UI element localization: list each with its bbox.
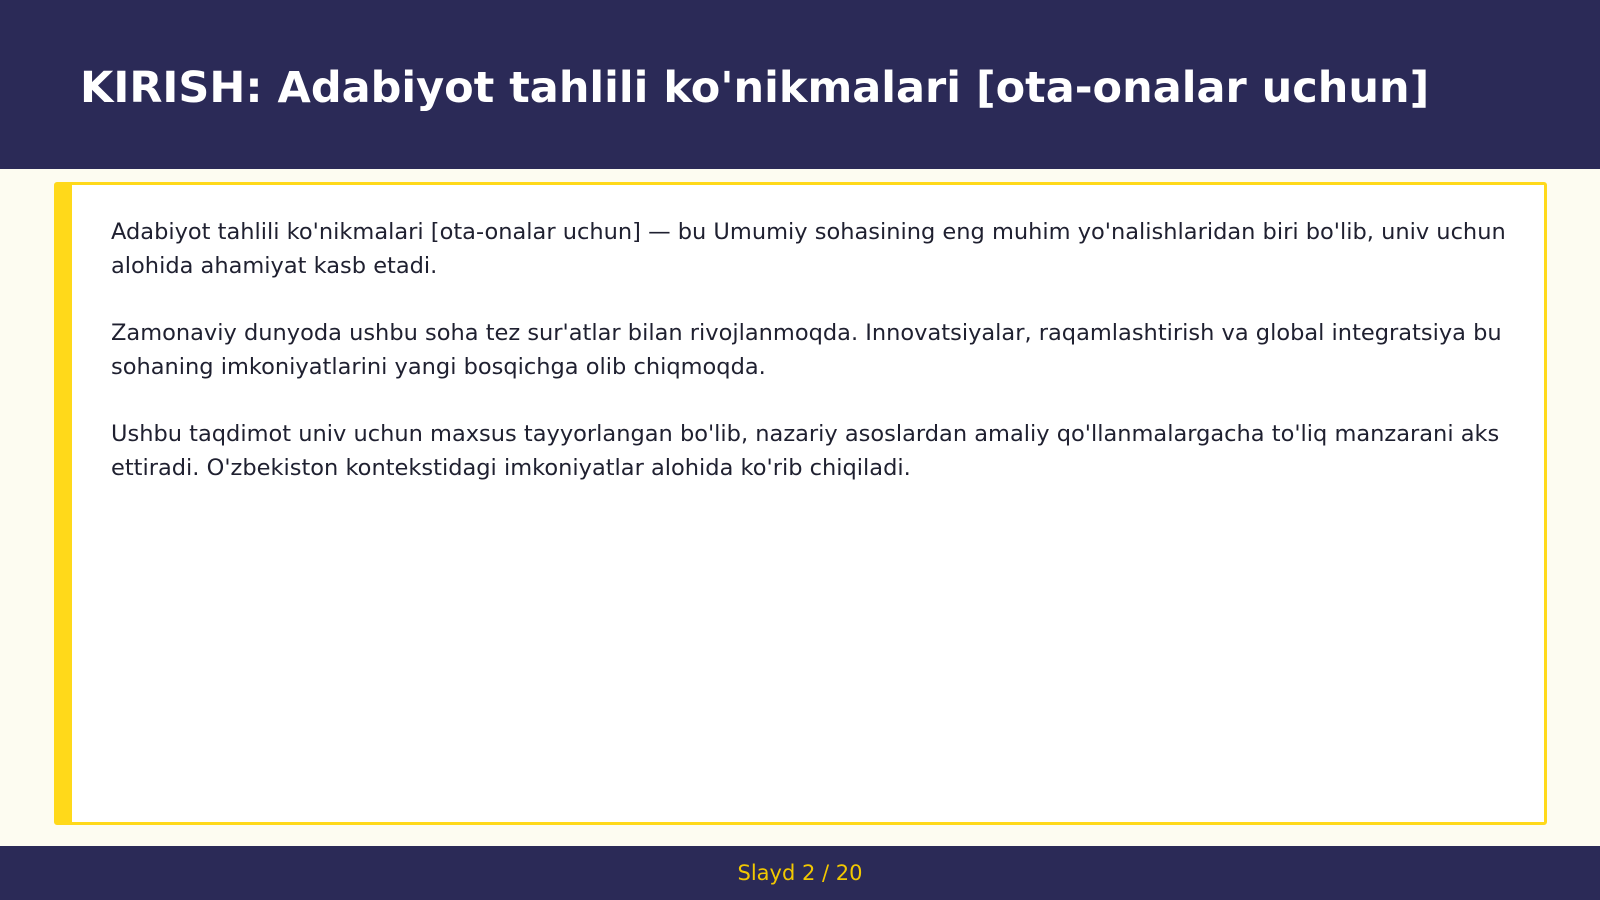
slide-footer <box>0 846 1600 900</box>
paragraph-intro: Adabiyot tahlili ko'nikmalari [ota-onalar uchun] — bu Umumiy sohasining eng muhim yo'nalishlaridan biri bo'lib, univ uchun alohida ahamiyat kasb etadi. <box>111 219 1506 279</box>
paragraph-presentation-scope: Ushbu taqdimot univ uchun maxsus tayyorlangan bo'lib, nazariy asoslardan amaliy qo'llanmalargacha to'liq manzarani aks ettiradi. O'zbekiston kontekstidagi imkoniyatlar alohida ko'rib chiqiladi. <box>111 421 1500 481</box>
card-body <box>111 215 1511 518</box>
slide-counter: Slayd 2 / 20 <box>737 861 863 885</box>
content-card <box>54 182 1547 825</box>
slide-header <box>0 0 1600 169</box>
slide-title: KIRISH: Adabiyot tahlili ko'nikmalari [ota-onalar uchun] <box>80 63 1430 113</box>
paragraph-modern-world: Zamonaviy dunyoda ushbu soha tez sur'atlar bilan rivojlanmoqda. Innovatsiyalar, raqamlashtirish va global integratsiya bu sohaning imkoniyatlarini yangi bosqichga olib chiqmoqda. <box>111 320 1502 380</box>
